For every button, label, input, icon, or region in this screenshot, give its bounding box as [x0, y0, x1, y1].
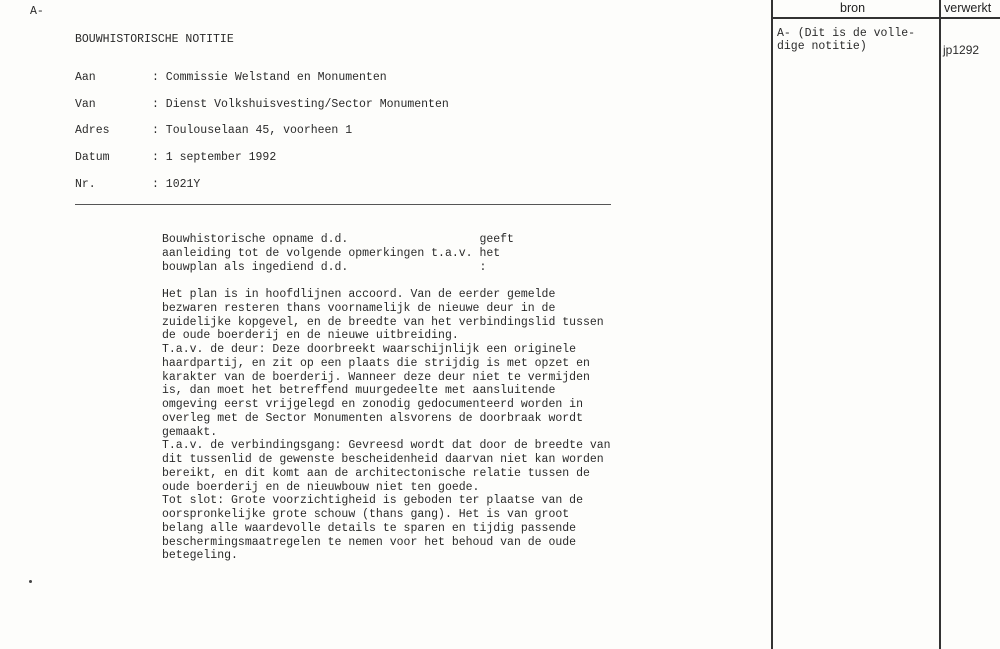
body-text [162, 233, 611, 563]
meta-label: Aan [75, 71, 96, 84]
body-line: betegeling. [162, 549, 238, 563]
meta-value: : 1021Y [152, 178, 201, 191]
body-line [162, 274, 611, 288]
body-line: karakter van de boerderij. Wanneer deze deur niet te vermijden [162, 370, 590, 384]
body-line: bezwaren resteren thans voornamelijk de nieuwe deur in de [162, 301, 556, 315]
verwerkt-value: jp1292 [943, 43, 980, 57]
meta-value: : Dienst Volkshuisvesting/Sector Monumenten [152, 98, 449, 111]
meta-label: Adres [75, 124, 110, 137]
document-title: BOUWHISTORISCHE NOTITIE [75, 33, 234, 46]
body-line: is, dan moet het betreffend muurgedeelte met aansluitende [162, 384, 556, 398]
column-header-bron: bron [840, 1, 866, 15]
body-line: omgeving eerst vrijgelegd en zonodig gedocumenteerd worden in [162, 398, 583, 411]
body-line: bereikt, en dit komt aan de architectonische relatie tussen de [162, 466, 590, 480]
meta-value: : Commissie Welstand en Monumenten [152, 71, 387, 84]
meta-label: Van [75, 98, 96, 111]
header-divider [75, 204, 611, 205]
body-line: beschermingsmaatregelen te nemen voor het behoud van de oude [162, 535, 577, 549]
body-line: aanleiding tot de volgende opmerkingen t.a.v. het [162, 246, 501, 260]
body-line: belang alle waardevolle details te sparen en tijdig passende [162, 521, 577, 535]
body-line: de oude boerderij en de nieuwe uitbreiding. [162, 329, 459, 343]
body-line: overleg met de Sector Monumenten alsvorens de doorbraak wordt [162, 411, 583, 425]
body-line: dit tussenlid de gewenste bescheidenheid daarvan niet kan worden [162, 453, 604, 466]
body-line: haardpartij, en zit op een plaats die strijdig is met opzet en [162, 356, 590, 370]
panel-header-divider [771, 17, 1000, 19]
panel-border-left [771, 0, 773, 649]
meta-label: Datum [75, 151, 110, 164]
body-line: bouwplan als ingediend d.d. : [162, 260, 487, 274]
bron-line: A- (Dit is de volle- [777, 27, 916, 40]
meta-value: : Toulouselaan 45, voorheen 1 [152, 124, 353, 137]
body-line: oude boerderij en de nieuwbouw niet ten goede. [162, 480, 480, 494]
body-line: T.a.v. de deur: Deze doorbreekt waarschijnlijk een originele [162, 343, 577, 356]
body-line: Het plan is in hoofdlijnen accoord. Van de eerder gemelde [162, 288, 556, 301]
meta-value: : 1 september 1992 [152, 151, 277, 164]
column-header-verwerkt: verwerkt [944, 1, 992, 15]
body-line: Bouwhistorische opname d.d. geeft [162, 233, 514, 246]
meta-label: Nr. [75, 178, 96, 191]
body-line: T.a.v. de verbindingsgang: Gevreesd wordt dat door de breedte van [162, 439, 611, 453]
body-line: oorspronkelijke grote schouw (thans gang). Het is van groot [162, 508, 570, 521]
body-line: Tot slot: Grote voorzichtigheid is geboden ter plaatse van de [162, 494, 583, 508]
panel-border-middle [939, 0, 941, 649]
scan-speck [29, 580, 32, 583]
bron-line: dige notitie) [777, 40, 867, 53]
body-line: zuidelijke kopgevel, en de breedte van het verbindingslid tussen [162, 315, 604, 329]
body-line: gemaakt. [162, 425, 218, 439]
corner-mark: A- [30, 5, 44, 18]
